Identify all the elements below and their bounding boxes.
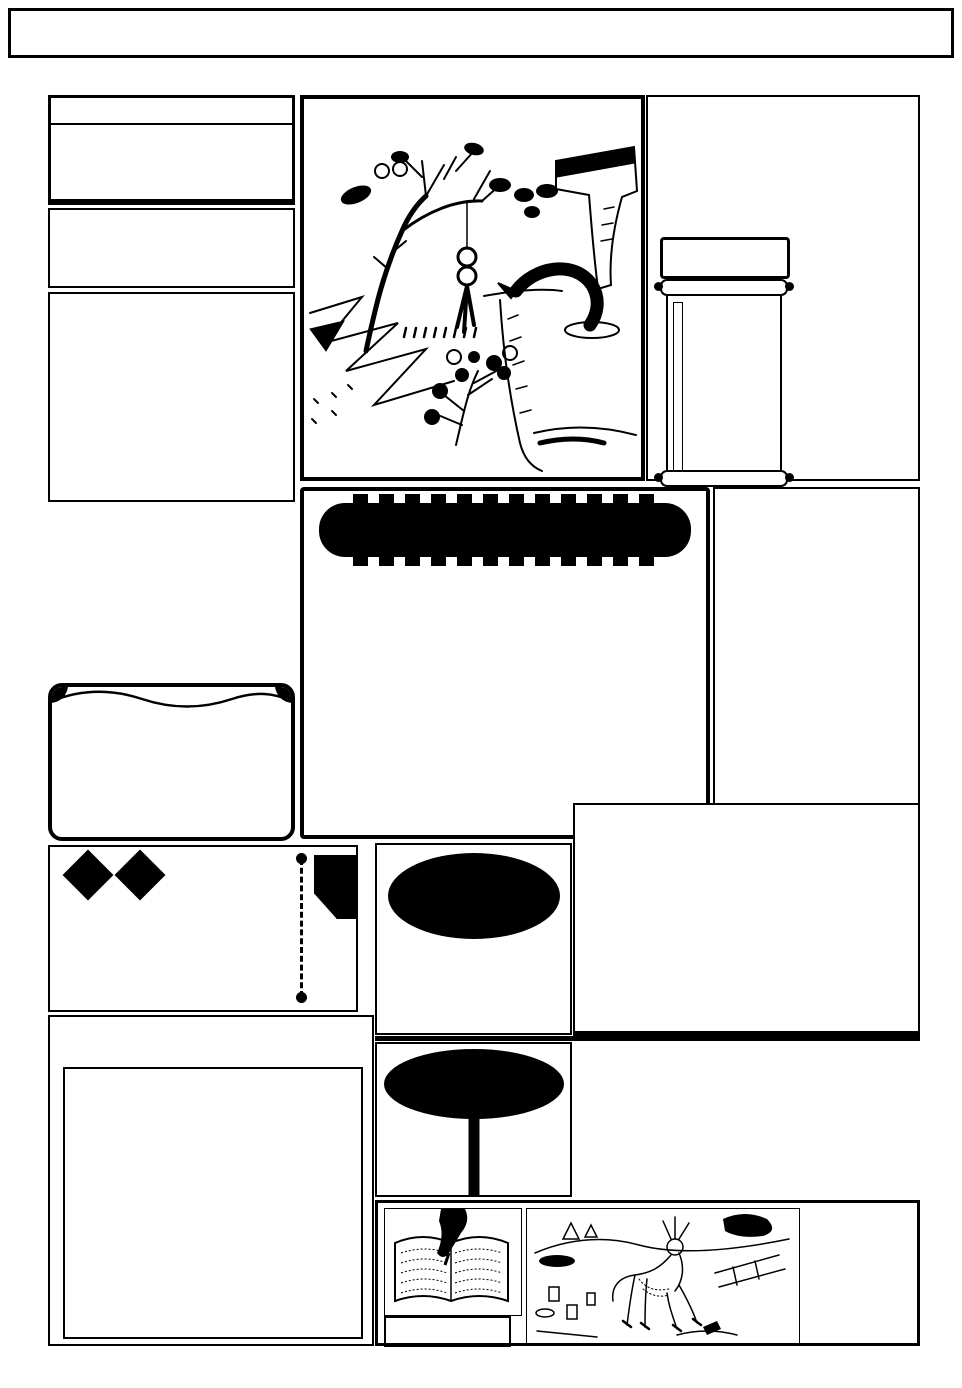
book-panel — [384, 1208, 522, 1316]
special-open-box — [375, 1042, 572, 1197]
big-analysis-paragraph — [575, 807, 918, 811]
tip-label — [314, 855, 358, 919]
marksix-right-strip — [920, 92, 960, 1332]
scroll-roller-bottom — [660, 470, 788, 487]
last-issue-box — [375, 1200, 920, 1346]
dashed-divider — [300, 859, 303, 997]
appearance-count-box — [713, 487, 920, 807]
special-code-text — [50, 294, 293, 452]
mystery-title — [62, 857, 166, 893]
mystery-box — [48, 845, 358, 1012]
explainer-label — [384, 1316, 511, 1347]
even-analysis-paragraph — [573, 1041, 920, 1043]
computer-analysis-box — [300, 487, 710, 839]
riddle-illustration — [300, 95, 645, 481]
marksix-left-strip — [2, 92, 42, 1332]
hot-cold-table-title — [51, 98, 292, 125]
total-open-box — [375, 843, 572, 1035]
contribution-box — [48, 683, 295, 841]
diamond-char — [63, 850, 114, 901]
liuhe-masthead — [646, 95, 920, 481]
scroll-poem — [673, 302, 683, 476]
scroll-body — [666, 296, 782, 470]
diamond-char — [115, 850, 166, 901]
deer-drawing — [527, 1209, 796, 1340]
zodiac-puzzle-box — [48, 1015, 374, 1346]
hot-cold-table — [48, 95, 295, 205]
special-open-banner — [384, 1049, 564, 1119]
even-analysis-box — [573, 1041, 920, 1197]
masthead-header — [8, 8, 954, 58]
riddle-drawing — [304, 99, 641, 477]
total-open-banner — [388, 853, 560, 939]
puzzle-grid — [63, 1067, 363, 1339]
buy-big-even-box — [573, 803, 920, 1036]
marksix-top-strip — [8, 62, 954, 88]
cold-hot-box — [48, 208, 295, 288]
deer-panel — [526, 1208, 800, 1344]
divider-bar — [468, 1116, 479, 1196]
book-hand-drawing — [385, 1209, 518, 1312]
treasure-map-title-box — [660, 237, 790, 279]
wave-divider — [52, 689, 291, 709]
poem-scroll — [654, 279, 794, 475]
special-code-box — [48, 292, 295, 502]
scroll-roller-top — [660, 279, 788, 296]
computer-analysis-banner — [319, 503, 691, 557]
